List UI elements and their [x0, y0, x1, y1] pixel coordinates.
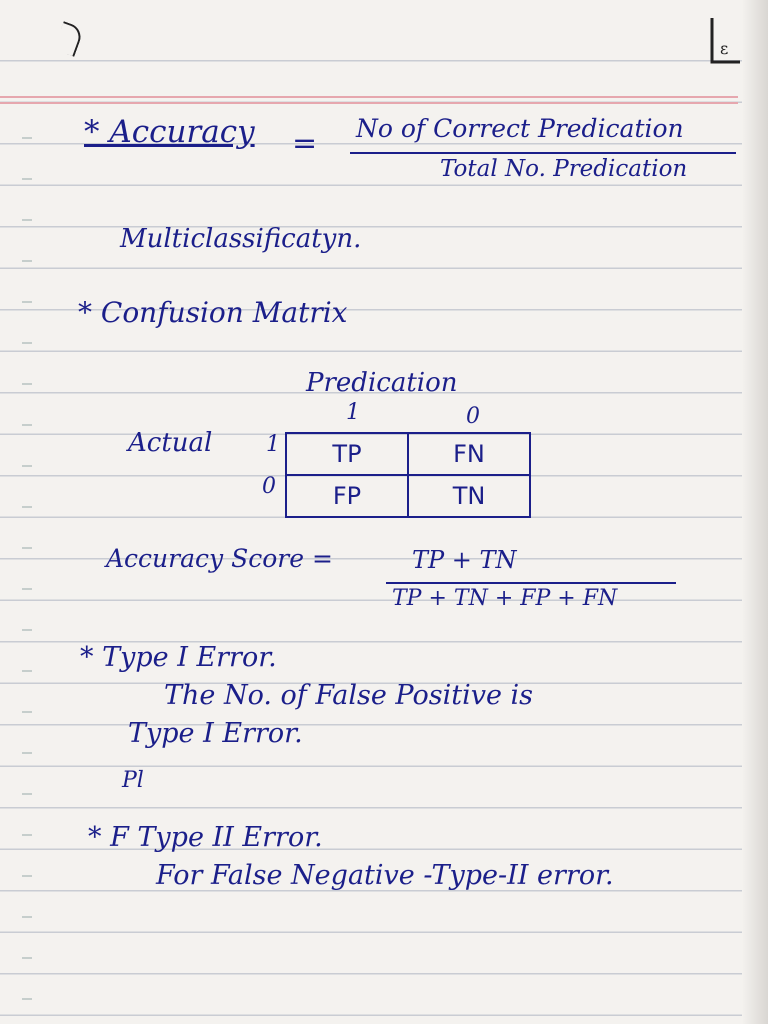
col-label-0: 0 — [466, 404, 480, 429]
cell-fn: FN — [408, 433, 530, 475]
accuracy-term: * Accuracy — [84, 114, 255, 150]
type2-line1: For False Negative -Type-II error. — [156, 860, 614, 891]
confusion-heading: * Confusion Matrix — [78, 296, 348, 329]
cell-tn: TN — [408, 475, 530, 517]
stray-mark: Pl — [122, 768, 144, 793]
accuracy-fraction-line — [350, 152, 736, 154]
accuracy-numerator: No of Correct Predication — [356, 114, 684, 143]
cell-tp: TP — [286, 433, 408, 475]
top-margin-line — [0, 96, 738, 98]
col-label-1: 1 — [346, 400, 360, 425]
type1-line2: Type I Error. — [128, 718, 303, 749]
notebook-logo — [704, 14, 744, 70]
multiclass-note: Multiclassificatyn. — [120, 224, 362, 254]
accuracy-equals: = — [292, 126, 318, 161]
confusion-matrix — [285, 432, 531, 518]
binding-holes — [22, 60, 32, 1020]
pen-mark — [54, 21, 85, 57]
type1-line1: The No. of False Positive is — [164, 680, 534, 711]
row-label-0: 0 — [262, 474, 276, 499]
svg-text:ε: ε — [720, 39, 729, 58]
accuracy-score-label: Accuracy Score = — [106, 544, 333, 573]
accuracy-score-numerator: TP + TN — [412, 546, 517, 574]
top-margin-line-2 — [0, 102, 738, 104]
cell-fp: FP — [286, 475, 408, 517]
type1-heading: * Type I Error. — [80, 642, 277, 673]
type2-heading: * F Type II Error. — [88, 822, 323, 853]
accuracy-score-fraction-line — [386, 582, 676, 584]
actual-label: Actual — [128, 428, 213, 458]
prediction-label: Predication — [306, 368, 458, 398]
accuracy-denominator: Total No. Predication — [440, 156, 688, 182]
accuracy-score-denominator: TP + TN + FP + FN — [392, 586, 618, 611]
row-label-1: 1 — [266, 432, 280, 457]
page-edge — [742, 0, 768, 1024]
